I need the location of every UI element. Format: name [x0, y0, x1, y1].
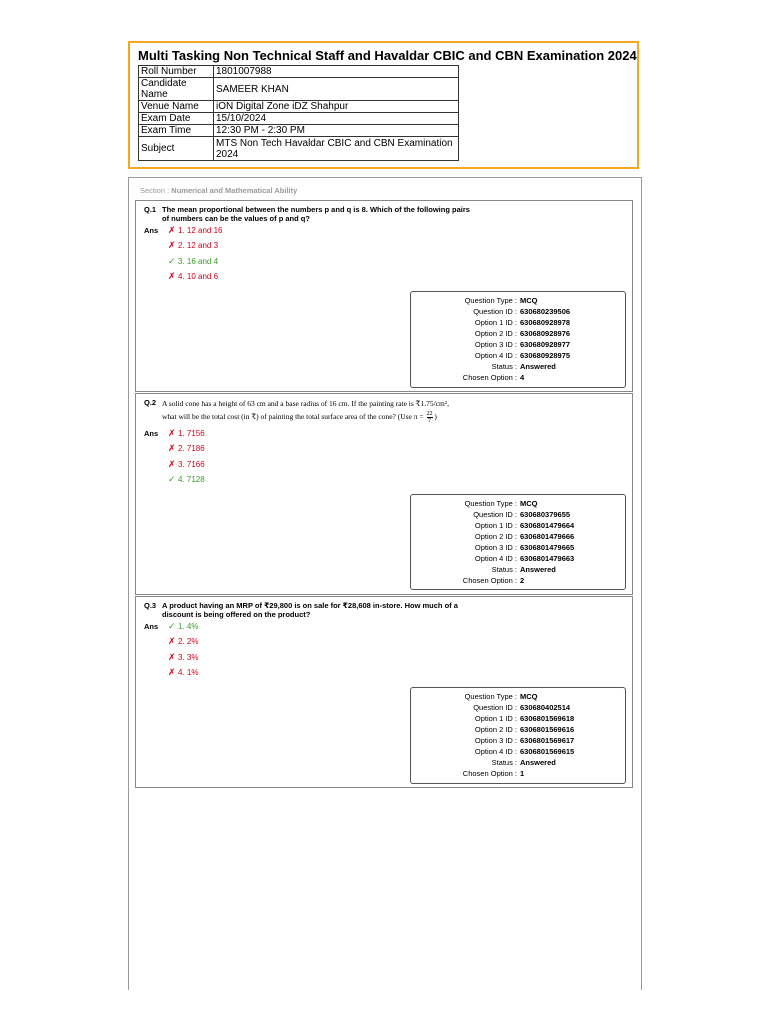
question-number: Q.3 — [144, 601, 157, 610]
option-wrong — [168, 428, 205, 439]
option-text: 3. 3% — [178, 653, 199, 662]
meta-value: MCQ — [520, 692, 538, 701]
info-row — [139, 78, 459, 101]
check-icon: ✓ — [168, 256, 176, 266]
option-wrong — [168, 225, 222, 236]
meta-key: Question ID : — [473, 703, 517, 712]
meta-value: 6306801569618 — [520, 714, 575, 723]
meta-value: 6306801479664 — [520, 521, 575, 530]
meta-value: 1 — [520, 769, 525, 778]
question-text-line: discount is being offered on the product? — [162, 610, 311, 619]
option-wrong — [168, 271, 218, 282]
meta-value: Answered — [520, 362, 556, 371]
info-row — [139, 137, 459, 161]
option-text: 2. 7186 — [178, 444, 205, 453]
meta-key: Question ID : — [473, 307, 517, 316]
cross-icon: ✗ — [168, 459, 176, 469]
info-value: MTS Non Tech Havaldar CBIC and CBN Examination 2024 — [214, 137, 459, 161]
question-text-line: A product having an MRP of ₹29,800 is on sale for ₹28,608 in-store. How much of a — [162, 601, 458, 610]
option-text: 4. 1% — [178, 668, 199, 677]
meta-value: 6306801479666 — [520, 532, 575, 541]
meta-key: Option 4 ID : — [474, 554, 517, 563]
meta-value: Answered — [520, 565, 556, 574]
cross-icon: ✗ — [168, 443, 176, 453]
ans-label: Ans — [144, 429, 159, 438]
meta-key: Option 2 ID : — [474, 329, 517, 338]
meta-value: 630680239506 — [520, 307, 571, 316]
meta-key: Option 1 ID : — [474, 318, 517, 327]
info-label: Venue Name — [139, 101, 214, 113]
meta-key: Question Type : — [464, 296, 517, 305]
meta-key: Option 2 ID : — [474, 725, 517, 734]
meta-key: Question ID : — [473, 510, 517, 519]
option-text: 3. 7166 — [178, 460, 205, 469]
meta-key: Option 2 ID : — [474, 532, 517, 541]
info-value: 15/10/2024 — [214, 113, 459, 125]
option-text: 1. 7156 — [178, 429, 205, 438]
question-text — [162, 205, 492, 223]
meta-key: Question Type : — [464, 499, 517, 508]
info-value: iON Digital Zone iDZ Shahpur — [214, 101, 459, 113]
meta-value: 6306801479663 — [520, 554, 575, 563]
meta-value: 2 — [520, 576, 525, 585]
meta-value: 630680928975 — [520, 351, 571, 360]
meta-value: Answered — [520, 758, 556, 767]
question-text — [162, 601, 492, 619]
meta-key: Option 4 ID : — [474, 747, 517, 756]
question-text-line — [162, 410, 522, 424]
question-meta-box — [410, 687, 626, 784]
section-label — [140, 186, 297, 195]
question-text-part: ) — [434, 412, 437, 421]
pi-fraction — [427, 411, 433, 424]
section-name: Numerical and Mathematical Ability — [171, 186, 298, 195]
meta-value: 6306801569616 — [520, 725, 575, 734]
cross-icon: ✗ — [168, 240, 176, 250]
meta-key: Option 3 ID : — [474, 543, 517, 552]
option-wrong — [168, 443, 205, 454]
question-card — [135, 393, 633, 595]
meta-key: Chosen Option : — [462, 769, 517, 778]
info-label: Subject — [139, 137, 214, 161]
info-label: Candidate Name — [139, 78, 214, 101]
candidate-header — [128, 41, 639, 169]
cross-icon: ✗ — [168, 652, 176, 662]
meta-value: 630680928976 — [520, 329, 571, 338]
cross-icon: ✗ — [168, 667, 176, 677]
ans-label: Ans — [144, 622, 159, 631]
cross-icon: ✗ — [168, 225, 176, 235]
meta-key: Option 1 ID : — [474, 521, 517, 530]
question-text-line: of numbers can be the values of p and q? — [162, 214, 310, 223]
option-correct — [168, 474, 205, 485]
info-value: 1801007988 — [214, 66, 459, 78]
meta-key: Option 4 ID : — [474, 351, 517, 360]
meta-key: Chosen Option : — [462, 576, 517, 585]
candidate-info-table — [138, 65, 459, 161]
option-wrong — [168, 652, 198, 663]
meta-value: MCQ — [520, 499, 538, 508]
question-meta-box — [410, 291, 626, 388]
option-text: 2. 2% — [178, 637, 199, 646]
fraction-denominator: 7 — [428, 417, 432, 424]
option-correct — [168, 256, 218, 267]
option-text: 4. 7128 — [178, 475, 205, 484]
option-text: 2. 12 and 3 — [178, 241, 219, 250]
question-text-line: The mean proportional between the numbers p and q is 8. Which of the following pairs — [162, 205, 470, 214]
option-wrong — [168, 459, 205, 470]
info-row — [139, 125, 459, 137]
question-text-line: A solid cone has a height of 63 cm and a base radius of 16 cm. If the painting rate is ₹1.75/cm², — [162, 399, 449, 408]
question-number: Q.1 — [144, 205, 157, 214]
meta-value: 630680379655 — [520, 510, 571, 519]
meta-value: 6306801569615 — [520, 747, 575, 756]
fraction-numerator: 22 — [426, 410, 433, 417]
meta-value: 6306801479665 — [520, 543, 575, 552]
option-correct — [168, 621, 198, 632]
option-wrong — [168, 636, 198, 647]
option-wrong — [168, 240, 218, 251]
meta-key: Status : — [491, 565, 517, 574]
check-icon: ✓ — [168, 621, 176, 631]
meta-value: 630680928978 — [520, 318, 571, 327]
info-label: Exam Date — [139, 113, 214, 125]
meta-value: 630680928977 — [520, 340, 571, 349]
section-prefix: Section : — [140, 186, 172, 195]
meta-key: Status : — [491, 362, 517, 371]
info-label: Exam Time — [139, 125, 214, 137]
option-text: 4. 10 and 6 — [178, 272, 219, 281]
meta-value: 4 — [520, 373, 525, 382]
meta-key: Chosen Option : — [462, 373, 517, 382]
meta-key: Option 3 ID : — [474, 340, 517, 349]
option-text: 1. 12 and 16 — [178, 226, 223, 235]
meta-value: MCQ — [520, 296, 538, 305]
meta-key: Question Type : — [464, 692, 517, 701]
option-text: 1. 4% — [178, 622, 199, 631]
question-card — [135, 200, 633, 392]
question-meta-box — [410, 494, 626, 590]
exam-title: Multi Tasking Non Technical Staff and Havaldar CBIC and CBN Examination 2024 — [138, 48, 637, 63]
question-text-part: what will be the total cost (in ₹) of painting the total surface area of the cone? (Use π = — [162, 412, 424, 421]
cross-icon: ✗ — [168, 271, 176, 281]
ans-label: Ans — [144, 226, 159, 235]
check-icon: ✓ — [168, 474, 176, 484]
cross-icon: ✗ — [168, 636, 176, 646]
info-row — [139, 101, 459, 113]
info-label: Roll Number — [139, 66, 214, 78]
option-text: 3. 16 and 4 — [178, 257, 219, 266]
question-text — [162, 397, 522, 424]
info-value: 12:30 PM - 2:30 PM — [214, 125, 459, 137]
question-number: Q.2 — [144, 398, 157, 407]
meta-key: Option 1 ID : — [474, 714, 517, 723]
question-card — [135, 596, 633, 788]
info-row — [139, 113, 459, 125]
info-row — [139, 66, 459, 78]
meta-value: 630680402514 — [520, 703, 571, 712]
info-value: SAMEER KHAN — [214, 78, 459, 101]
meta-value: 6306801569617 — [520, 736, 575, 745]
meta-key: Status : — [491, 758, 517, 767]
cross-icon: ✗ — [168, 428, 176, 438]
option-wrong — [168, 667, 198, 678]
meta-key: Option 3 ID : — [474, 736, 517, 745]
